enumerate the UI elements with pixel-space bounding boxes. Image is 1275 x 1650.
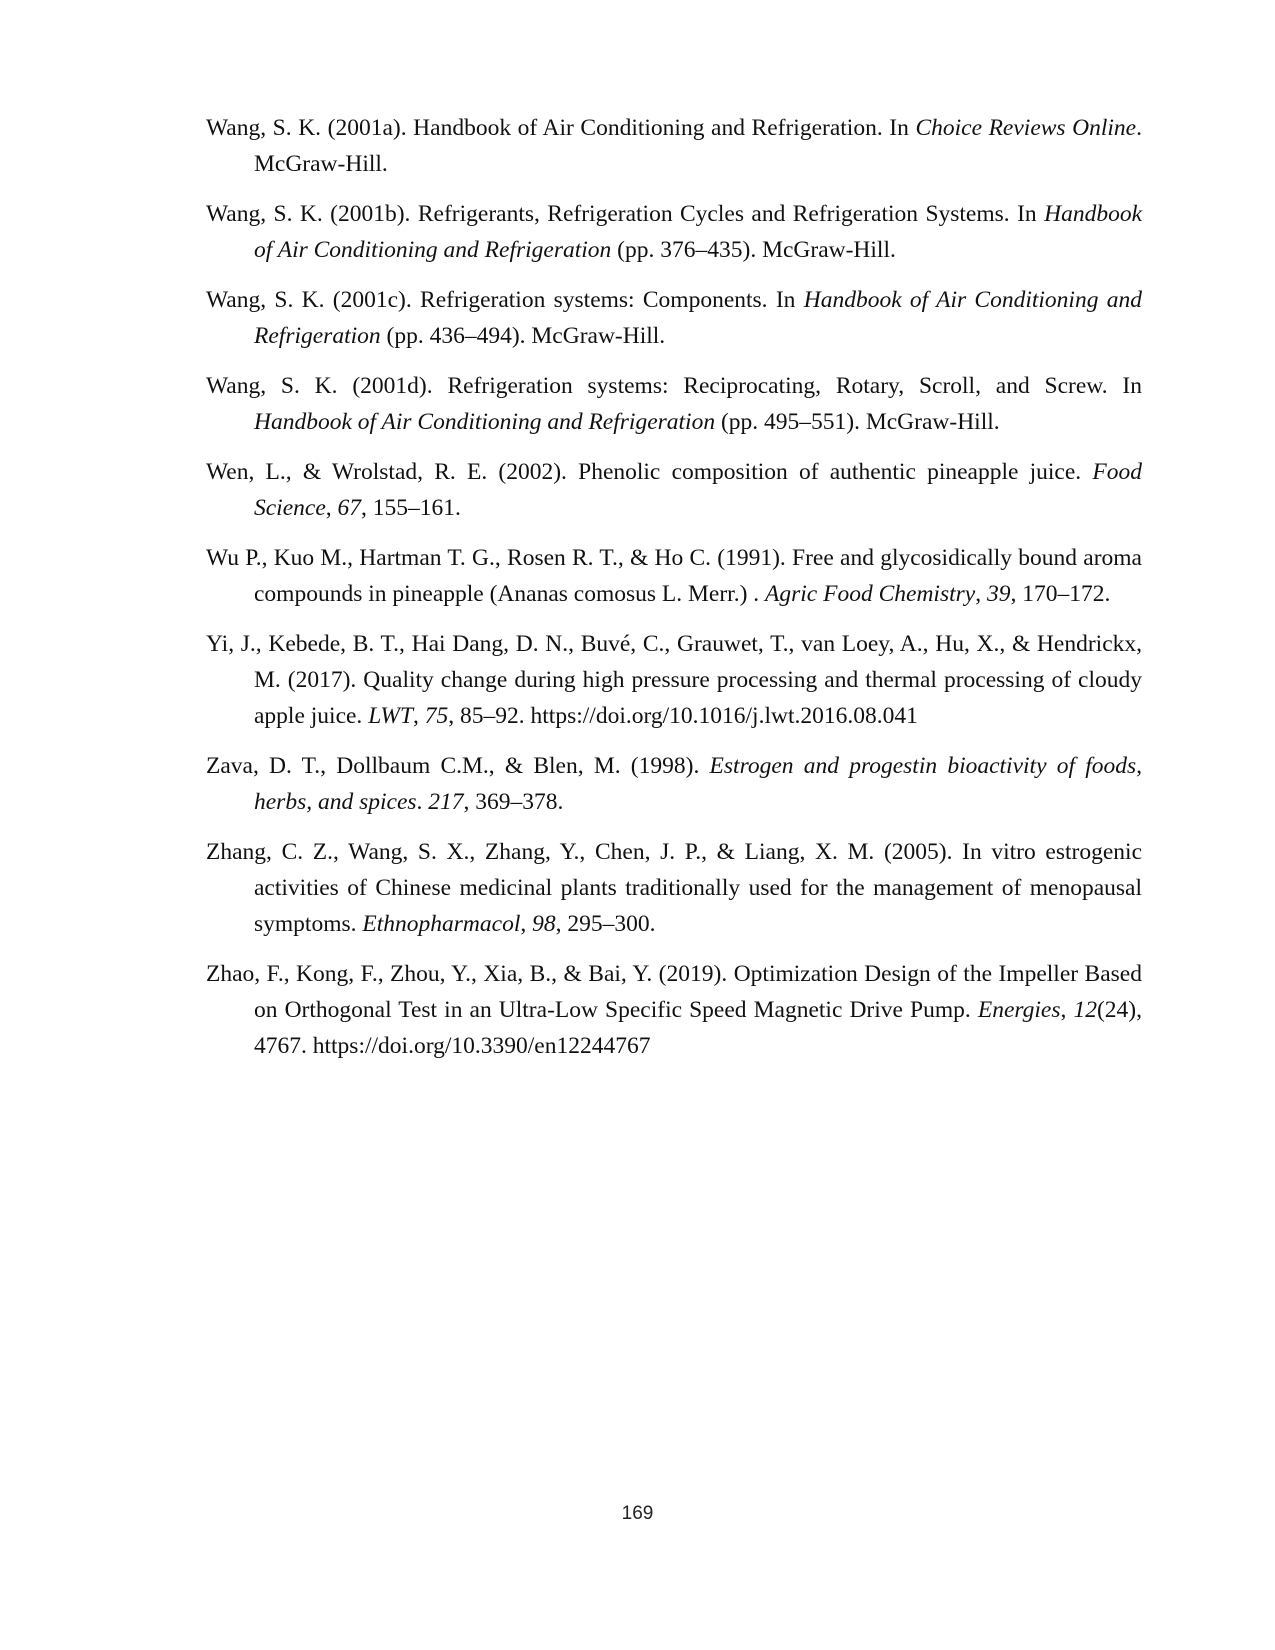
reference-text: , 85–92. https://doi.org/10.1016/j.lwt.2016.08.041 (448, 703, 918, 729)
reference-volume: 12 (1073, 997, 1097, 1023)
reference-source-title: Food Science (254, 459, 1142, 521)
reference-entry (206, 956, 1142, 1064)
reference-source-title: Estrogen and progestin bioactivity of foods, herbs, and spices (254, 753, 1143, 815)
reference-text: Wu P., Kuo M., Hartman T. G., Rosen R. T., & Ho C. (1991). Free and glycosidically bound aroma compounds in pineapple (Ananas comosus L. Merr.) . (206, 545, 1142, 607)
reference-text: Wang, S. K. (2001c). Refrigeration systems: Components. In (206, 287, 804, 313)
reference-source-title: Ethnopharmacol (362, 911, 521, 937)
reference-source-title: Choice Reviews Online (915, 115, 1137, 141)
reference-text: , (520, 911, 533, 937)
reference-text: Wen, L., & Wrolstad, R. E. (2002). Phenolic composition of authentic pineapple juice. (206, 459, 1093, 485)
reference-source-title: LWT (368, 703, 414, 729)
reference-volume: 67 (337, 495, 362, 521)
reference-text: , (1060, 997, 1074, 1023)
reference-text: Wang, S. K. (2001d). Refrigeration systems: Reciprocating, Rotary, Scroll, and Screw. In (206, 373, 1142, 399)
reference-text: Wang, S. K. (2001b). Refrigerants, Refrigeration Cycles and Refrigeration Systems. In (206, 201, 1045, 227)
reference-entry (206, 454, 1142, 526)
reference-text: Yi, J., Kebede, B. T., Hai Dang, D. N., Buvé, C., Grauwet, T., van Loey, A., Hu, X., & Hendrickx, M. (2017). Quality change during high pressure processing and thermal processing of cloudy apple juice. (206, 631, 1142, 729)
reference-list (206, 110, 1142, 1078)
reference-text: Zava, D. T., Dollbaum C.M., & Blen, M. (1998). (206, 753, 710, 779)
reference-text: , (413, 703, 425, 729)
reference-text: . (416, 789, 429, 815)
reference-volume: 217 (428, 789, 464, 815)
reference-text: Zhao, F., Kong, F., Zhou, Y., Xia, B., & Bai, Y. (2019). Optimization Design of the Impeller Based on Orthogonal Test in an Ultra-Low Specific Speed Magnetic Drive Pump. (206, 961, 1142, 1023)
reference-text: , 369–378. (463, 789, 564, 815)
reference-entry (206, 110, 1142, 182)
reference-entry (206, 626, 1142, 734)
reference-entry (206, 282, 1142, 354)
reference-text: , 170–172. (1010, 581, 1111, 607)
reference-text: , 155–161. (361, 495, 461, 521)
reference-source-title: Handbook of Air Conditioning and Refrigeration (254, 201, 1142, 263)
reference-source-title: Handbook of Air Conditioning and Refrigeration (254, 409, 716, 435)
reference-volume: 98 (532, 911, 556, 937)
reference-entry (206, 540, 1142, 612)
reference-source-title: Agric Food Chemistry (765, 581, 976, 607)
reference-volume: 39 (986, 581, 1011, 607)
reference-entry (206, 748, 1142, 820)
reference-source-title: Handbook of Air Conditioning and Refrigeration (254, 287, 1143, 349)
reference-text: , 295–300. (555, 911, 656, 937)
reference-text: (pp. 436–494). McGraw-Hill. (380, 323, 666, 349)
reference-text: , (975, 581, 987, 607)
reference-text: (24), 4767. https://doi.org/10.3390/en12244767 (254, 997, 1142, 1059)
reference-text: (pp. 376–435). McGraw-Hill. (611, 237, 896, 263)
reference-entry (206, 834, 1142, 942)
reference-entry (206, 196, 1142, 268)
reference-source-title: Energies (977, 997, 1061, 1023)
page-number: 169 (621, 1503, 654, 1524)
reference-text: Wang, S. K. (2001a). Handbook of Air Conditioning and Refrigeration. In (206, 115, 916, 141)
reference-volume: 75 (424, 703, 449, 729)
reference-text: , (325, 495, 338, 521)
reference-text: . McGraw-Hill. (254, 115, 1142, 177)
reference-text: Zhang, C. Z., Wang, S. X., Zhang, Y., Chen, J. P., & Liang, X. M. (2005). In vitro estrogenic activities of Chinese medicinal plants traditionally used for the management of menopausal symptoms. (206, 839, 1142, 937)
reference-text: (pp. 495–551). McGraw-Hill. (715, 409, 1000, 435)
reference-entry (206, 368, 1142, 440)
